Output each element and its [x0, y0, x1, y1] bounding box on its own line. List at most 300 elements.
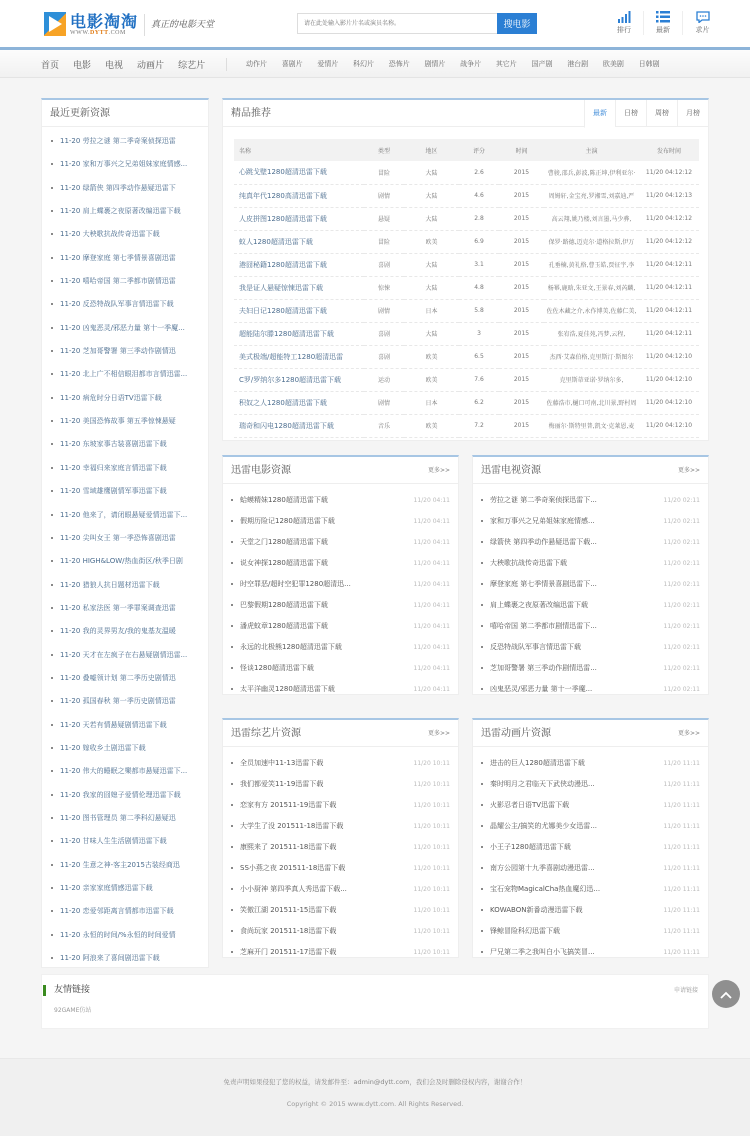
ranking-link[interactable]: [605, 11, 644, 35]
list-item[interactable]: 锋鲸冒险科幻迅雷下载 11/20 11:11: [473, 921, 708, 942]
bullet-icon: [481, 846, 483, 848]
recent-item[interactable]: 11-20 嘻哈帝国 第二季都市剧情迅雷: [42, 270, 208, 293]
item-time: 11/20 10:11: [413, 949, 450, 956]
recent-item[interactable]: 11-20 甘味人生生活剧情迅雷下载: [42, 830, 208, 853]
recent-item[interactable]: 11-20 东坡家事古装喜剧迅雷下载: [42, 433, 208, 456]
recent-item[interactable]: 11-20 生意之神-客主2015古装经商迅: [42, 854, 208, 877]
tv-resources-panel: [472, 455, 709, 695]
bullet-icon: [51, 770, 53, 772]
bullet-icon: [51, 233, 53, 235]
table-row: [234, 368, 699, 391]
list-item[interactable]: 肩上蝶裹之夜原著改编迅雷下载 11/20 02:11: [473, 595, 708, 616]
list-item[interactable]: 南方公园第十九季喜剧动漫迅雷... 11/20 11:11: [473, 858, 708, 879]
ranking-label: 排行: [617, 26, 631, 34]
bullet-icon: [231, 804, 233, 806]
column-header: 评分: [459, 139, 499, 161]
recent-item[interactable]: 11-20 私家法医 第一季罪案调查迅雷: [42, 597, 208, 620]
chevron-up-icon: [720, 991, 732, 999]
bullet-icon: [231, 583, 233, 585]
list-item[interactable]: 怪谈1280超清迅雷下载 11/20 04:11: [223, 658, 458, 679]
bullet-icon: [51, 794, 53, 796]
table-cell: 4.8: [459, 276, 499, 299]
list-item[interactable]: 食尚玩家 201511-18迅雷下载 11/20 10:11: [223, 921, 458, 942]
list-item[interactable]: 太平洋幽灵1280超清迅雷下载 11/20 04:11: [223, 679, 458, 700]
table-cell: 11/20 04:12:12: [639, 161, 699, 184]
nav-category[interactable]: 恐怖片: [388, 60, 410, 68]
nav-category[interactable]: 日韩剧: [638, 60, 660, 68]
list-item[interactable]: 反恐特战队军事言情迅雷下载 11/20 02:11: [473, 637, 708, 658]
bullet-icon: [231, 520, 233, 522]
bullet-icon: [51, 887, 53, 889]
item-time: 11/20 10:11: [413, 928, 450, 935]
recent-item[interactable]: 11-20 嫁收乡土剧迅雷下载: [42, 737, 208, 760]
bullet-icon: [51, 537, 53, 539]
recent-item[interactable]: 11-20 天才在左疯子在右悬疑剧情迅雷...: [42, 644, 208, 667]
item-time: 11/20 04:11: [413, 581, 450, 588]
nav-category[interactable]: 科幻片: [353, 60, 375, 68]
search-button[interactable]: 搜电影: [497, 13, 537, 34]
bullet-icon: [51, 514, 53, 516]
nav-category[interactable]: 喜剧片: [281, 60, 303, 68]
bullet-icon: [51, 140, 53, 142]
list-item[interactable]: 我们都爱笑11-19迅雷下载 11/20 10:11: [223, 774, 458, 795]
site-header: [0, 0, 750, 50]
recent-item[interactable]: 11-20 芝加哥警署 第三季动作剧情迅: [42, 340, 208, 363]
item-time: 11/20 02:11: [663, 497, 700, 504]
list-item[interactable]: 巴黎假期1280超清迅雷下载 11/20 04:11: [223, 595, 458, 616]
item-time: 11/20 11:11: [663, 865, 700, 872]
variety-more-link[interactable]: 更多>>: [427, 730, 450, 737]
column-header: 时间: [499, 139, 544, 161]
bullet-icon: [231, 625, 233, 627]
logo-url: WWW.DYTT.COM: [70, 29, 126, 36]
table-row: [234, 299, 699, 322]
nav-category[interactable]: 爱情片: [317, 60, 339, 68]
bullet-icon: [51, 443, 53, 445]
bullet-icon: [51, 817, 53, 819]
recent-item[interactable]: 11-20 孤国春秋 第一季历史剧情迅雷: [42, 690, 208, 713]
table-cell: 剧情: [364, 299, 404, 322]
recent-updates-panel: [41, 98, 209, 968]
table-cell: 悬疑: [364, 207, 404, 230]
movie-title-link[interactable]: 瑞奇和闪电1280超清迅雷下载: [234, 414, 364, 437]
list-item[interactable]: 天堂之门1280超清迅雷下载 11/20 04:11: [223, 532, 458, 553]
table-row: [234, 230, 699, 253]
table-cell: 喜剧: [364, 253, 404, 276]
anime-resources-title: 迅雷动画片资源: [481, 728, 551, 739]
movie-title-link[interactable]: 蚁人1280超清迅雷下载: [234, 230, 364, 253]
anime-more-link[interactable]: 更多>>: [677, 730, 700, 737]
tab-latest[interactable]: 最新: [584, 100, 615, 128]
list-item[interactable]: 芝麻开门 201511-17迅雷下载 11/20 10:11: [223, 942, 458, 963]
table-cell: 2015: [499, 184, 544, 207]
table-cell: 6.9: [459, 230, 499, 253]
recent-item[interactable]: 11-20 尖叫女王 第一季恐怖喜剧迅雷: [42, 527, 208, 550]
table-cell: 剧情: [364, 184, 404, 207]
table-cell: 运动: [364, 368, 404, 391]
recent-item[interactable]: 11-20 HIGH&LOW/热血街区/秋季日剧: [42, 550, 208, 573]
movie-resources-title: 迅雷电影资源: [231, 465, 291, 476]
item-time: 11/20 04:11: [413, 623, 450, 630]
table-cell: 2015: [499, 230, 544, 253]
bullet-icon: [231, 825, 233, 827]
tab-weekly[interactable]: 周榜: [646, 100, 677, 127]
list-item[interactable]: 全员加速中11-13迅雷下载 11/20 10:11: [223, 753, 458, 774]
item-time: 11/20 10:11: [413, 907, 450, 914]
bullet-icon: [51, 607, 53, 609]
bullet-icon: [481, 951, 483, 953]
movie-title-link[interactable]: 超能陆尔滕1280超清迅雷下载: [234, 322, 364, 345]
table-cell: 11/20 04:12:10: [639, 368, 699, 391]
site-logo[interactable]: [44, 12, 138, 36]
bullet-icon: [481, 520, 483, 522]
table-cell: 2015: [499, 276, 544, 299]
item-time: 11/20 10:11: [413, 844, 450, 851]
recent-item[interactable]: 11-20 我的灵界男友/我的鬼基友温暖: [42, 620, 208, 643]
recent-item[interactable]: 11-20 阿浪来了喜间剧迅雷下载: [42, 947, 208, 970]
item-time: 11/20 04:11: [413, 686, 450, 693]
bullet-icon: [231, 499, 233, 501]
list-item[interactable]: 尸兄第二季之我叫白小飞搞笑冒... 11/20 11:11: [473, 942, 708, 963]
item-time: 11/20 10:11: [413, 865, 450, 872]
recent-list: [42, 127, 208, 970]
movie-title-link[interactable]: C罗/罗纳尔多1280超清迅雷下载: [234, 368, 364, 391]
item-time: 11/20 04:11: [413, 518, 450, 525]
anime-resources-panel: [472, 718, 709, 958]
recent-item[interactable]: 11-20 永恒的时间/%永恒的时间爱情: [42, 924, 208, 947]
recent-item[interactable]: 11-20 美国恐怖故事 第五季惊悚悬疑: [42, 410, 208, 433]
tv-more-link[interactable]: 更多>>: [677, 467, 700, 474]
item-time: 11/20 04:11: [413, 497, 450, 504]
table-cell: 大陆: [404, 253, 459, 276]
list-item[interactable]: 芝加哥警署 第三季动作剧情迅雷... 11/20 02:11: [473, 658, 708, 679]
movie-title-link[interactable]: 港囧秘籍1280超清迅雷下载: [234, 253, 364, 276]
list-item[interactable]: 嘻哈帝国 第二季都市剧情迅雷下... 11/20 02:11: [473, 616, 708, 637]
recent-item[interactable]: 11-20 摩登家庭 第七季情景喜剧迅雷: [42, 247, 208, 270]
bullet-icon: [231, 762, 233, 764]
bullet-icon: [231, 688, 233, 690]
bullet-icon: [51, 420, 53, 422]
bullet-icon: [51, 210, 53, 212]
bullet-icon: [51, 187, 53, 189]
bullet-icon: [51, 280, 53, 282]
bullet-icon: [481, 762, 483, 764]
list-item[interactable]: 绿箭侠 第四季动作悬疑迅雷下载... 11/20 02:11: [473, 532, 708, 553]
item-time: 11/20 02:11: [663, 560, 700, 567]
recent-item[interactable]: 11-20 绿箭侠 第四季动作悬疑迅雷下: [42, 177, 208, 200]
bullet-icon: [51, 163, 53, 165]
bullet-icon: [51, 934, 53, 936]
list-item[interactable]: 火影忍者日语TV迅雷下载 11/20 11:11: [473, 795, 708, 816]
tab-monthly[interactable]: 月榜: [677, 100, 708, 127]
item-time: 11/20 02:11: [663, 665, 700, 672]
nav-category[interactable]: 港台剧: [567, 60, 589, 68]
list-item[interactable]: 永远的北极熊1280超清迅雷下载 11/20 04:11: [223, 637, 458, 658]
table-cell: 11/20 04:12:12: [639, 207, 699, 230]
table-cell: 佐藤浩市,樋口可南,北川景,野村周: [544, 391, 639, 414]
item-time: 11/20 02:11: [663, 623, 700, 630]
table-cell: 冒险: [364, 161, 404, 184]
item-time: 11/20 11:11: [663, 823, 700, 830]
bullet-icon: [51, 560, 53, 562]
bullet-icon: [51, 677, 53, 679]
bullet-icon: [231, 867, 233, 869]
nav-divider: [226, 58, 227, 71]
bullet-icon: [481, 562, 483, 564]
bullet-icon: [51, 257, 53, 259]
list-item[interactable]: 时空罪恶/超时空犯罪1280超清迅... 11/20 04:11: [223, 574, 458, 595]
recommend-title: 精品推荐: [223, 100, 708, 127]
nav-category[interactable]: 其它片: [495, 60, 517, 68]
table-row: [234, 207, 699, 230]
search-input[interactable]: [297, 13, 497, 34]
table-cell: 2.6: [459, 161, 499, 184]
movie-title-link[interactable]: 积奴之人1280超清迅雷下载: [234, 391, 364, 414]
bullet-icon: [231, 604, 233, 606]
list-item[interactable]: 小王子1280超清迅雷下载 11/20 11:11: [473, 837, 708, 858]
recent-item[interactable]: 11-20 雪域雄鹰剧情军事迅雷下载: [42, 480, 208, 503]
table-cell: 11/20 04:12:11: [639, 253, 699, 276]
request-link[interactable]: [683, 11, 722, 35]
nav-category[interactable]: 动作片: [246, 60, 267, 68]
table-cell: 4.6: [459, 184, 499, 207]
recent-item[interactable]: 11-20 他来了，请闭眼悬疑爱情迅雷下...: [42, 504, 208, 527]
bullet-icon: [51, 373, 53, 375]
item-time: 11/20 10:11: [413, 781, 450, 788]
recent-item[interactable]: 11-20 我家的囧媳子爱情伦理迅雷下载: [42, 784, 208, 807]
apply-link-button[interactable]: 申请链接: [673, 987, 698, 994]
bullet-icon: [51, 840, 53, 842]
column-header: 地区: [404, 139, 459, 161]
item-time: 11/20 11:11: [663, 844, 700, 851]
variety-resources-title: 迅雷综艺片资源: [231, 728, 301, 739]
bullet-icon: [481, 583, 483, 585]
bullet-icon: [51, 490, 53, 492]
bullet-icon: [51, 584, 53, 586]
site-footer: [0, 1058, 750, 1136]
bullet-icon: [51, 467, 53, 469]
list-item[interactable]: 假期历险记1280超清迅雷下载 11/20 04:11: [223, 511, 458, 532]
list-item[interactable]: 大秧歌抗战传奇迅雷下载 11/20 02:11: [473, 553, 708, 574]
table-cell: 7.2: [459, 414, 499, 437]
bullet-icon: [481, 825, 483, 827]
bullet-icon: [481, 930, 483, 932]
recent-item[interactable]: 11-20 反恐特战队军事言情迅雷下载: [42, 293, 208, 316]
table-cell: 11/20 04:12:10: [639, 345, 699, 368]
item-time: 11/20 11:11: [663, 928, 700, 935]
list-item[interactable]: 宝石宠物MagicalCha热血魔幻迅... 11/20 11:11: [473, 879, 708, 900]
bullet-icon: [481, 783, 483, 785]
nav-category[interactable]: 欧美剧: [602, 60, 624, 68]
item-time: 11/20 11:11: [663, 886, 700, 893]
item-time: 11/20 02:11: [663, 644, 700, 651]
latest-label: 最新: [656, 26, 670, 34]
table-row: [234, 161, 699, 184]
list-item[interactable]: 笑傲江湖 201511-15迅雷下载 11/20 10:11: [223, 900, 458, 921]
nav-variety[interactable]: 综艺片: [178, 60, 206, 71]
bullet-icon: [51, 654, 53, 656]
nav-category[interactable]: 国产剧: [531, 60, 553, 68]
list-item[interactable]: 凶鬼恶灵/邪恶力量 第十一季魔... 11/20 02:11: [473, 679, 708, 700]
table-cell: 大陆: [404, 207, 459, 230]
recent-item[interactable]: 11-20 叠嘘领计划 第二季历史剧情迅: [42, 667, 208, 690]
bullet-icon: [481, 646, 483, 648]
bullet-icon: [481, 625, 483, 627]
recent-item[interactable]: 11-20 恋爱邻距离言情都市迅雷下载: [42, 900, 208, 923]
recent-item[interactable]: 11-20 劳拉之谜 第二季奇案侦探迅雷: [42, 130, 208, 153]
recent-item[interactable]: 11-20 凶鬼恶灵/邪恶力量 第十一季魔...: [42, 317, 208, 340]
recent-item[interactable]: 11-20 天若有情悬疑剧情迅雷下载: [42, 714, 208, 737]
list-item[interactable]: 大学生了没 201511-18迅雷下载 11/20 10:11: [223, 816, 458, 837]
bullet-icon: [231, 667, 233, 669]
list-item[interactable]: 说女神探1280超清迅雷下载 11/20 04:11: [223, 553, 458, 574]
item-time: 11/20 02:11: [663, 686, 700, 693]
top-shortcuts: [605, 11, 722, 35]
bullet-icon: [51, 327, 53, 329]
item-time: 11/20 02:11: [663, 602, 700, 609]
table-row: [234, 414, 699, 437]
list-item[interactable]: SS小燕之夜 201511-18迅雷下载 11/20 10:11: [223, 858, 458, 879]
nav-tv[interactable]: 电视: [105, 60, 124, 71]
recent-item[interactable]: 11-20 大秧歌抗战传奇迅雷下载: [42, 223, 208, 246]
recent-item[interactable]: 11-20 伟大的睡眠之樂都市悬疑迅雷下...: [42, 760, 208, 783]
bullet-icon: [51, 957, 53, 959]
list-item[interactable]: 蛤蟆精妹1280超清迅雷下载 11/20 04:11: [223, 490, 458, 511]
table-cell: 高云翔,姚乃楼,刘言墨,马少骅,: [544, 207, 639, 230]
movie-title-link[interactable]: 纯真年代1280高清迅雷下载: [234, 184, 364, 207]
table-cell: 5.8: [459, 299, 499, 322]
table-cell: 梅丽尔·斯特里普,凯文·克莱恩,麦: [544, 414, 639, 437]
table-cell: 克里斯蒂亚诺·罗纳尔多,: [544, 368, 639, 391]
table-cell: 周姆轩,金宝亮,罗湘雪,刘嘉迪,严: [544, 184, 639, 207]
nav-movie[interactable]: 电影: [73, 60, 92, 71]
back-to-top-button[interactable]: [712, 980, 740, 1008]
bullet-icon: [231, 541, 233, 543]
list-item[interactable]: 恋家有方 201511-19迅雷下载 11/20 10:11: [223, 795, 458, 816]
movie-title-link[interactable]: 人皮拼图1280超清迅雷下载: [234, 207, 364, 230]
column-header: 类型: [364, 139, 404, 161]
list-item[interactable]: 家和万事兴之兄弟姐妹家庭情感... 11/20 02:11: [473, 511, 708, 532]
movie-title-link[interactable]: 夫妇日记1280超清迅雷下载: [234, 299, 364, 322]
bullet-icon: [231, 562, 233, 564]
table-cell: 6.2: [459, 391, 499, 414]
bullet-icon: [481, 909, 483, 911]
tab-daily[interactable]: 日榜: [615, 100, 646, 127]
item-time: 11/20 11:11: [663, 949, 700, 956]
item-time: 11/20 11:11: [663, 802, 700, 809]
table-cell: 保罗·路德,迈克尔·道格拉斯,伊万: [544, 230, 639, 253]
list-item[interactable]: 摩登家庭 第七季情景喜剧迅雷下... 11/20 02:11: [473, 574, 708, 595]
variety-resources-panel: [222, 718, 459, 958]
table-cell: 3: [459, 322, 499, 345]
recent-item[interactable]: 11-20 肩上蝶裹之夜原著改编迅雷下载: [42, 200, 208, 223]
bullet-icon: [481, 604, 483, 606]
recent-item[interactable]: 11-20 图书管理员 第二季科幻悬疑迅: [42, 807, 208, 830]
table-cell: 11/20 04:12:11: [639, 299, 699, 322]
slogan: 真正的电影天堂: [144, 14, 214, 36]
table-cell: 2015: [499, 368, 544, 391]
item-time: 11/20 04:11: [413, 665, 450, 672]
table-cell: 11/20 04:12:11: [639, 322, 699, 345]
item-time: 11/20 04:11: [413, 560, 450, 567]
bullet-icon: [481, 867, 483, 869]
bar-chart-icon: [605, 11, 643, 25]
table-cell: 2015: [499, 207, 544, 230]
table-cell: 曹骏,邵兵,彭波,陈正坤,伊利亚尔·: [544, 161, 639, 184]
table-cell: 11/20 04:12:11: [639, 276, 699, 299]
recent-item[interactable]: 11-20 亲家家庭情感迅雷下载: [42, 877, 208, 900]
bullet-icon: [51, 700, 53, 702]
footer-disclaimer: 免责声明如果侵犯了您的权益，请发邮件至：admin@dytt.com，我们会及时删除侵权内容，谢谢合作！: [223, 1078, 527, 1086]
list-item[interactable]: 小小厨神 第四季真人秀迅雷下载... 11/20 10:11: [223, 879, 458, 900]
table-cell: 日本: [404, 391, 459, 414]
movie-title-link[interactable]: 我是证人悬疑惊悚迅雷下载: [234, 276, 364, 299]
column-header: 发布时间: [639, 139, 699, 161]
table-cell: 11/20 04:12:12: [639, 230, 699, 253]
table-row: [234, 345, 699, 368]
bullet-icon: [231, 846, 233, 848]
recommend-table: [234, 139, 699, 438]
item-time: 11/20 11:11: [663, 907, 700, 914]
item-time: 11/20 02:11: [663, 518, 700, 525]
table-cell: 7.6: [459, 368, 499, 391]
list-item[interactable]: 晶耀公主/搞笑的尤娜美少女迅雷... 11/20 11:11: [473, 816, 708, 837]
recent-item[interactable]: 11-20 幸福归来家庭言情迅雷下载: [42, 457, 208, 480]
list-item[interactable]: 康熙来了 201511-18迅雷下载 11/20 10:11: [223, 837, 458, 858]
recent-item[interactable]: 11-20 家和万事兴之兄弟姐妹家庭情感...: [42, 153, 208, 176]
recent-item[interactable]: 11-20 北上广不相信眼泪都市言情迅雷...: [42, 363, 208, 386]
table-cell: 欧美: [404, 345, 459, 368]
table-cell: 6.5: [459, 345, 499, 368]
bullet-icon: [231, 888, 233, 890]
table-cell: 欧美: [404, 230, 459, 253]
table-row: [234, 184, 699, 207]
movie-title-link[interactable]: 心跳戈壁1280超清迅雷下载: [234, 161, 364, 184]
movie-more-link[interactable]: 更多>>: [427, 467, 450, 474]
bullet-icon: [51, 864, 53, 866]
movie-title-link[interactable]: 美式极端/超能特工1280超清迅雷: [234, 345, 364, 368]
table-cell: 欧美: [404, 368, 459, 391]
bullet-icon: [481, 667, 483, 669]
latest-link[interactable]: [644, 11, 683, 35]
table-cell: 2015: [499, 253, 544, 276]
recent-item[interactable]: 11-20 猎狼人抗日题材迅雷下载: [42, 574, 208, 597]
bullet-icon: [481, 688, 483, 690]
bullet-icon: [51, 303, 53, 305]
nav-category[interactable]: 战争片: [460, 60, 482, 68]
table-cell: 冒险: [364, 230, 404, 253]
list-item[interactable]: 秦时明月之君临天下武侠动漫迅... 11/20 11:11: [473, 774, 708, 795]
tv-resources-title: 迅雷电视资源: [481, 465, 541, 476]
table-cell: 3.1: [459, 253, 499, 276]
nav-home[interactable]: 首页: [41, 60, 60, 71]
bullet-icon: [231, 930, 233, 932]
list-item[interactable]: 进击的巨人1280超清迅雷下载 11/20 11:11: [473, 753, 708, 774]
list-item[interactable]: KOWABON新番动漫迅雷下载 11/20 11:11: [473, 900, 708, 921]
item-time: 11/20 04:11: [413, 539, 450, 546]
list-item[interactable]: 劳拉之谜 第二季奇案侦探迅雷下... 11/20 02:11: [473, 490, 708, 511]
list-item[interactable]: 潘虎蚊章1280超清迅雷下载 11/20 04:11: [223, 616, 458, 637]
item-time: 11/20 10:11: [413, 823, 450, 830]
recent-item[interactable]: 11-20 病危时分日语TV迅雷下载: [42, 387, 208, 410]
friend-link[interactable]: 92GAME仿站: [54, 1007, 92, 1014]
table-cell: 音乐: [364, 414, 404, 437]
nav-category[interactable]: 剧情片: [424, 60, 446, 68]
nav-anime[interactable]: 动画片: [137, 60, 165, 71]
search-bar: [297, 13, 537, 34]
table-cell: 11/20 04:12:10: [639, 391, 699, 414]
table-row: [234, 276, 699, 299]
